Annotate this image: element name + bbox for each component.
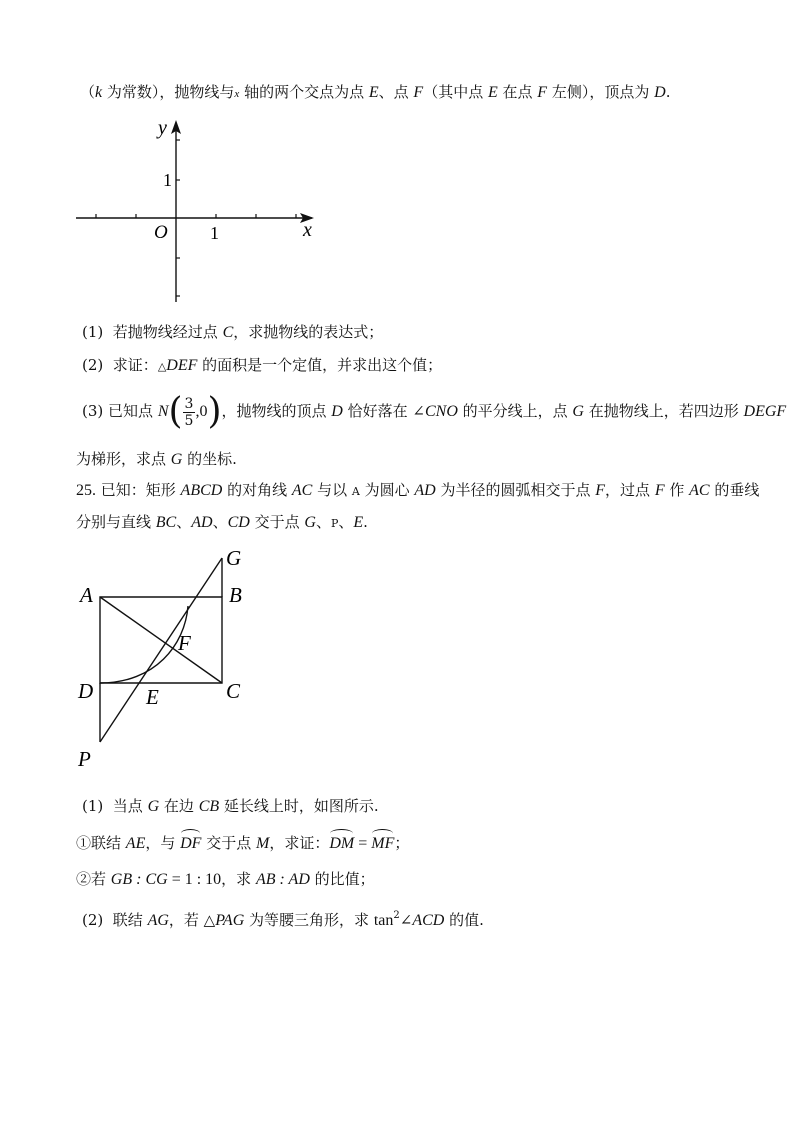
- angle-symbol: ∠: [412, 402, 425, 420]
- ratio-value: 1 : 10: [184, 871, 222, 888]
- text: 若抛物线经过点: [112, 323, 223, 341]
- q25-part1b: [76, 869, 375, 890]
- text: .: [665, 83, 671, 101]
- fraction-denominator: 5: [184, 412, 194, 429]
- var-x: x: [234, 88, 240, 100]
- q25-part1a: [76, 833, 409, 854]
- q24-part3-cont: [76, 449, 237, 470]
- text: 为等腰三角形，求: [244, 911, 374, 929]
- var-E: E: [487, 84, 498, 101]
- part-number: (2): [82, 356, 104, 374]
- text: 的面积是一个定值，并求出这个值；: [197, 356, 443, 374]
- y-axis-label: y: [158, 117, 167, 139]
- arc-DF: DF: [180, 835, 202, 852]
- intro-line: [80, 82, 670, 104]
- text: （: [80, 83, 96, 101]
- var-F: F: [537, 84, 548, 101]
- q24-part3: [82, 391, 787, 432]
- var-CNO: CNO: [424, 403, 458, 420]
- equals-sign: =: [354, 835, 372, 852]
- text: ，求证：: [269, 834, 330, 852]
- text: 为梯形，求点: [76, 450, 171, 468]
- var-G: G: [170, 451, 183, 468]
- var-D: D: [331, 403, 343, 420]
- var-AD: AD: [191, 514, 213, 531]
- text: ，与: [145, 834, 181, 852]
- text: 恰好落在: [342, 402, 413, 420]
- text: 在点: [497, 83, 538, 101]
- q24-part1: [82, 322, 383, 343]
- var-F: F: [595, 482, 606, 499]
- var-A: A: [351, 485, 360, 498]
- text: 已知：矩形: [96, 481, 181, 499]
- var-F: F: [654, 482, 665, 499]
- text: 为常数），抛物线与: [102, 83, 235, 101]
- arc-DM: DM: [329, 835, 355, 852]
- text: 求证：: [112, 356, 158, 374]
- part-number: (3): [82, 402, 104, 420]
- var-E: E: [368, 84, 379, 101]
- text: 、: [212, 513, 228, 531]
- y-tick-label: 1: [163, 170, 172, 190]
- equals-sign: =: [167, 871, 185, 888]
- var-AE: AE: [125, 835, 146, 852]
- text: 为半径的圆弧相交于点: [435, 481, 596, 499]
- text: 、: [176, 513, 192, 531]
- angle-symbol: ∠: [399, 911, 413, 929]
- text: ；: [394, 834, 410, 852]
- text: ，若 △: [168, 911, 216, 929]
- text: 的比值；: [309, 870, 375, 888]
- arc-df: [100, 606, 188, 683]
- text: 交于点: [249, 513, 305, 531]
- text: ，抛物线的顶点: [221, 402, 332, 420]
- var-M: M: [256, 835, 270, 852]
- text: 在边: [159, 797, 199, 815]
- circled-number: ②: [76, 870, 92, 888]
- left-paren: (: [168, 391, 183, 432]
- var-CB: CB: [198, 798, 220, 815]
- text: 联结: [112, 911, 148, 929]
- fraction-numerator: 3: [184, 395, 194, 412]
- text: 轴的两个交点为点: [239, 83, 369, 101]
- point-label-g: G: [226, 546, 242, 570]
- var-CD: CD: [227, 514, 250, 531]
- question-number: 25.: [76, 482, 96, 499]
- triangle-symbol: △: [157, 360, 167, 373]
- var-ACD: ACD: [412, 912, 445, 929]
- ratio-ab-ad: AB : AD: [255, 871, 310, 888]
- text: 的平分线上，点: [457, 402, 573, 420]
- text: 的对角线: [222, 481, 292, 499]
- text: 的垂线: [709, 481, 760, 499]
- fraction: [183, 396, 196, 429]
- q25-part2: [82, 906, 484, 931]
- var-E: E: [353, 514, 364, 531]
- var-DEGF: DEGF: [743, 403, 787, 420]
- text: 延长线上时，如图所示.: [219, 797, 379, 815]
- text: 在抛物线上，若四边形: [583, 402, 744, 420]
- var-G: G: [147, 798, 160, 815]
- var-AG: AG: [147, 912, 169, 929]
- var-G: G: [304, 514, 316, 531]
- point-label-d: D: [78, 679, 94, 703]
- coordinate-axes-figure: [60, 110, 340, 310]
- part-number: (1): [82, 323, 104, 341]
- var-F: F: [413, 84, 424, 101]
- superscript-2: 2: [393, 910, 400, 921]
- part-number: (1): [82, 797, 104, 815]
- text: 的值.: [444, 911, 484, 929]
- var-k: k: [95, 84, 103, 101]
- point-label-a: A: [80, 583, 93, 607]
- var-D: D: [654, 84, 666, 101]
- text: 交于点: [201, 834, 256, 852]
- text: 作: [664, 481, 690, 499]
- part-number: (2): [82, 911, 104, 929]
- var-P: P: [330, 517, 339, 530]
- text: 分别与直线: [76, 513, 156, 531]
- q25-line2: [76, 512, 368, 534]
- var-BC: BC: [155, 514, 177, 531]
- text: 当点: [112, 797, 148, 815]
- q25-part1: [82, 796, 379, 817]
- text: .: [363, 513, 368, 531]
- point-label-b: B: [229, 583, 242, 607]
- var-AC: AC: [291, 482, 313, 499]
- q24-part2: [82, 355, 442, 377]
- tan-function: tan: [373, 912, 394, 929]
- text: 为圆心: [359, 481, 415, 499]
- point-label-p: P: [78, 747, 91, 771]
- origin-label: O: [154, 222, 168, 243]
- x-axis-label: x: [303, 219, 312, 241]
- text: ,0: [195, 403, 208, 420]
- text: 、点: [378, 83, 414, 101]
- text: ，求: [221, 870, 256, 888]
- text: ，过点: [605, 481, 655, 499]
- line-pg: [100, 558, 222, 742]
- var-PAG: PAG: [215, 912, 245, 929]
- text: 联结: [91, 834, 126, 852]
- point-label-e: E: [146, 685, 159, 709]
- diagonal-ac: [100, 597, 222, 683]
- q25-line1: [76, 480, 759, 502]
- text: 与以: [312, 481, 352, 499]
- var-G: G: [572, 403, 584, 420]
- x-tick-label: 1: [210, 223, 219, 243]
- text: 若: [91, 870, 111, 888]
- var-AC: AC: [689, 482, 710, 499]
- point-label-c: C: [226, 679, 241, 703]
- var-AD: AD: [414, 482, 436, 499]
- right-paren: ): [207, 391, 222, 432]
- text: 、: [338, 513, 354, 531]
- text: （其中点: [423, 83, 488, 101]
- var-N: N: [157, 403, 169, 420]
- circled-number: ①: [76, 834, 92, 852]
- ratio-gb-cg: GB : CG: [110, 871, 168, 888]
- text: 左侧），顶点为: [547, 83, 655, 101]
- text: 已知点: [108, 402, 158, 420]
- text: 的坐标.: [182, 450, 237, 468]
- rectangle-figure: [60, 540, 300, 780]
- var-ABCD: ABCD: [180, 482, 223, 499]
- point-label-f: F: [178, 631, 191, 655]
- text: ，求抛物线的表达式；: [233, 323, 384, 341]
- var-DEF: DEF: [166, 357, 198, 374]
- text: 、: [315, 513, 331, 531]
- arc-MF: MF: [371, 835, 395, 852]
- var-C: C: [222, 324, 234, 341]
